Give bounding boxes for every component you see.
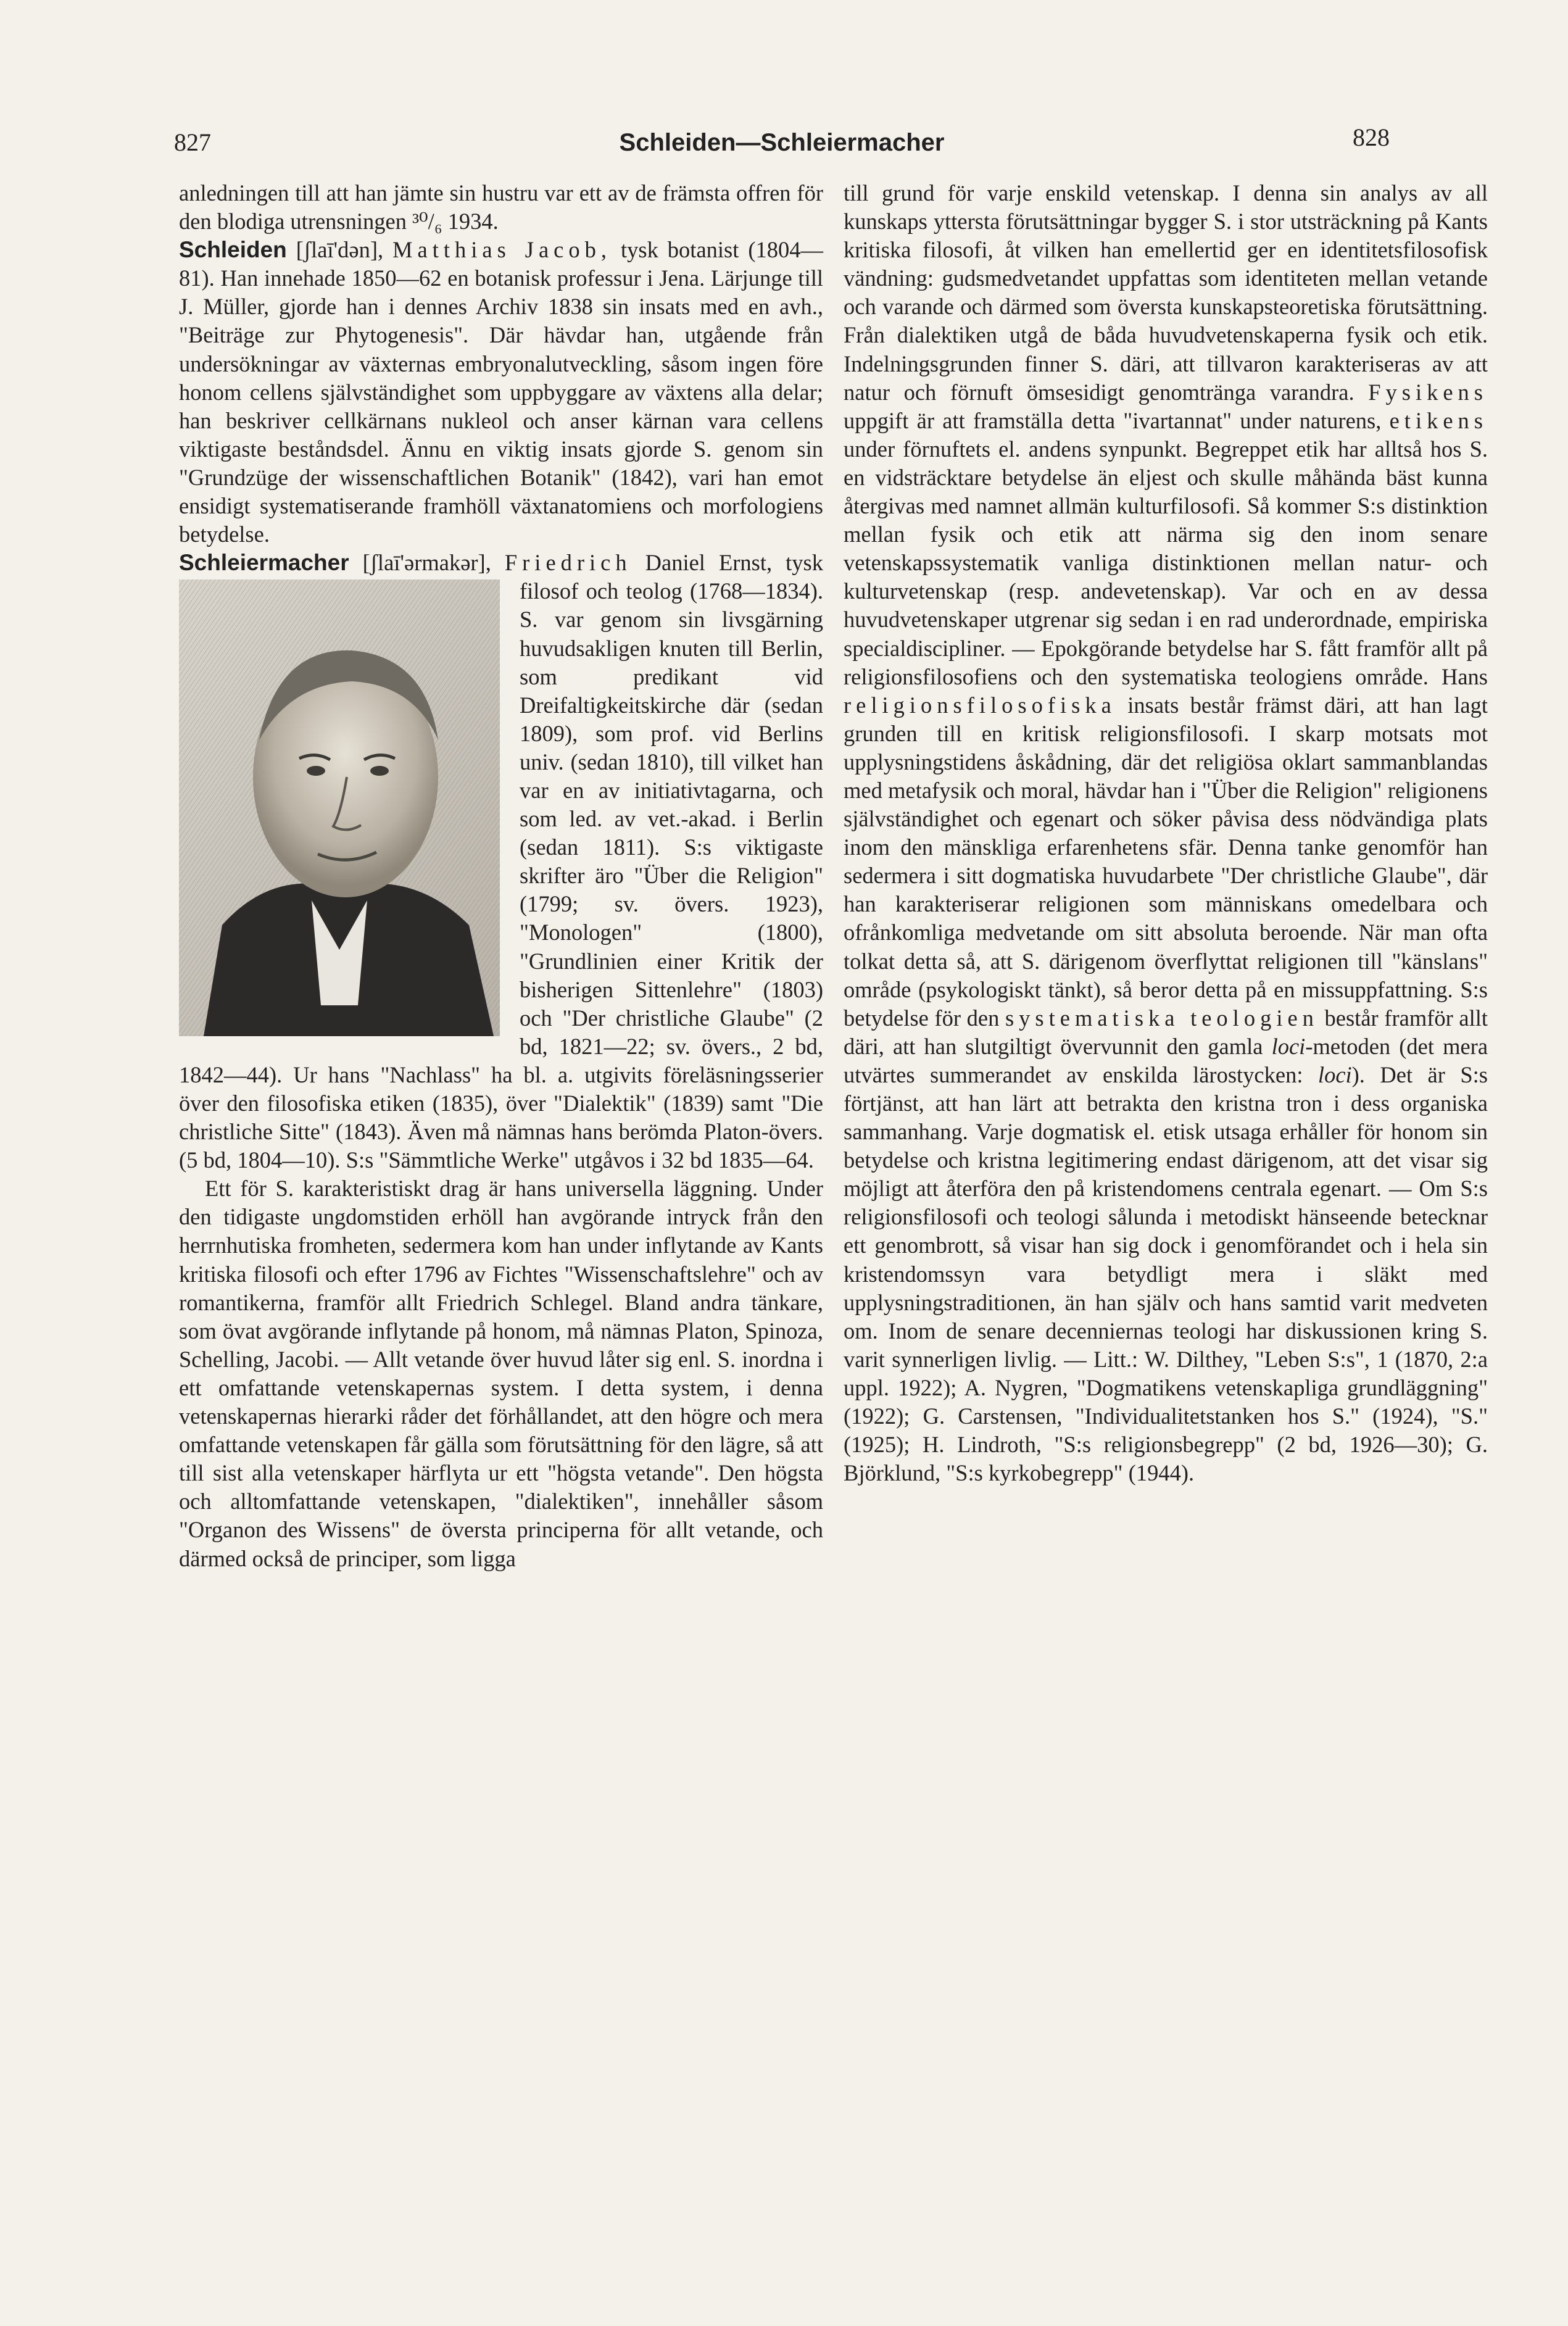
- page-number-right: 828: [1353, 123, 1390, 151]
- headword-schleiden: Schleiden: [179, 237, 287, 263]
- right-column: [844, 179, 1488, 1487]
- entry-text: Daniel Ernst, tysk filosof och teolog (1768—1834). S. var genom sin livsgärning huvudsakligen knuten till Berlin, som predikant vid Dreifaltigkeitskirche där (sedan 1809), som prof. vid Berlins univ. (sedan 1810), till vilket han var en av initiativtagarna, och som led. av vet.-akad. i Berlin (sedan 1811). S:s viktigaste skrifter äro "Über die Religion" (1799; sv. övers. 1923), "Monologen" (1800), "Grundlinien einer Kritik der bisherigen Sittenlehre" (1803) och "Der christliche Glaube" (2 bd, 1821—22; sv. övers., 2 bd, 1842—44). Ur hans "Nachlass" ha bl. a. utgivits föreläsningsserier över den filosofiska etiken (1835), över "Dialektik" (1839) samt "Die christliche Sitte" (1843). Även må nämnas hans berömda Platon-övers. (5 bd, 1804—10). S:s "Sämmtliche Werke" utgåvos i 32 bd 1835—64.: [179, 550, 823, 1173]
- entry-schleiermacher: [179, 549, 823, 1174]
- text-run: består framför allt däri, att han slutgiltigt övervunnit den gamla: [844, 1005, 1488, 1059]
- italic-term: loci: [1317, 1061, 1352, 1087]
- portrait-engraving-icon: [179, 579, 500, 1036]
- paragraph: Ett för S. karakteristiskt drag är hans universella läggning. Under den tidigaste ungdomstiden erhöll han avgörande intryck från den herrnhutiska fromheten, sedermera kom han under inflytande av Kants kritiska filosofi och efter 1796 av Fichtes "Wissenschaftslehre" och av romantikerna, framför allt Friedrich Schlegel. Bland andra tänkare, som övat avgörande inflytande på honom, må nämnas Platon, Spinoza, Schelling, Jacobi. — Allt vetande över huvud låter sig enl. S. inordna i ett omfattande vetenskapernas system. I detta system, i denna vetenskapernas hierarki råder det förhållandet, att den högre och mera omfattande vetenskapen får gälla som förutsättning för den lägre, så att till sist alla vetenskaper härflyta ur ett "högsta vetande". Den högsta och alltomfattande vetenskapen, "dialektiken", innehåller såsom "Organon des Wissens" de översta principerna för allt vetande, och därmed också de principer, som ligga: [179, 1176, 823, 1571]
- spaced-term: Fysikens: [1368, 379, 1488, 405]
- text-run: uppgift är att framställa detta "ivartannat" under naturens,: [844, 407, 1382, 433]
- pronunciation: [ʃlaī'dən],: [296, 237, 384, 263]
- italic-term: loci: [1271, 1033, 1306, 1059]
- running-head: Schleiden—Schleiermacher: [619, 129, 945, 156]
- text-run: insats består främst däri, att han lagt grunden till en kritisk religionsfilosofi. I skarp motsats mot upplysningstidens åskådning, där det religiösa oklart sammanblandas med metafysik och moral, hävdar han i "Über die Religion" religionens självständighet och egenart och söker påvisa dess nödvändiga plats inom den mänskliga erfarenhetens sfär. Denna tanke genomför han sedermera i sitt dogmatiska huvudarbete "Der christliche Glaube", där han karakteriserar religionen som människans omedelbara och ofrånkomliga medvetande om sitt absoluta beroende. När man ofta tolkat detta så, att S. därigenom överflyttat religionen till "känslans" område (psykologiskt tänkt), så beror detta på en missuppfattning. S:s betydelse för den: [844, 692, 1488, 1031]
- spaced-name: Friedrich: [504, 550, 632, 576]
- text-run: under förnuftets el. andens synpunkt. Begreppet etik har alltså hos S. en vidsträcktare betydelse än eljest och skulle måhända bäst kunna återgivas med namnet allmän kulturfilosofi. Så kommer S:s distinktion mellan fysik och etik att närma sig den inom senare vetenskapssystematik vanliga distinktionen mellan natur- och kulturvetenskap (resp. andevetenskap). Var och en av dessa huvudvetenskaper utgrenar sig sedan i en rad underordnade, empiriska specialdiscipliner. — Epokgörande betydelse har S. fått framför allt på religionsfilosofiens och den systematiska teologiens område. Hans: [844, 436, 1488, 689]
- spaced-term: etikens: [1389, 407, 1488, 433]
- page-header: [174, 121, 1390, 164]
- entry-schleiden: [179, 236, 823, 549]
- entry-text: tysk botanist (1804—81). Han innehade 1850—62 en botanisk professur i Jena. Lärjunge till J. Müller, gjorde han i dennes Archiv 1838 sin insats med en avh., "Beiträge zur Phytogenesis". Där hävdar han, utgående från undersökningar av växternas embryonalutveckling, såsom ingen före honom cellens självständighet som uppbyggare av växtens alla delar; han beskriver cellkärnans nukleol och anser kärnan vara cellens viktigaste beståndsdel. Ännu en viktig insats gjorde S. genom sin "Grundzüge der wissenschaftlichen Botanik" (1842), vari han emot ensidigt systematiserande framhöll växtanatomiens och morfologiens betydelse.: [179, 237, 823, 547]
- headword-schleiermacher: Schleiermacher: [179, 550, 349, 576]
- portrait-image: [179, 579, 500, 1036]
- page-number-left: 827: [174, 128, 211, 156]
- spaced-term: religionsfilosofiska: [844, 692, 1116, 718]
- continued-paragraph: anledningen till att han jämte sin hustru var ett av de främsta offren för den blodiga utrensningen ³⁰/₆ 1934.: [179, 180, 823, 235]
- text-run: -metoden (det mera utvärtes summerandet av enskilda lärostycken:: [844, 1033, 1488, 1087]
- entry-continuation: [844, 179, 1488, 1487]
- spaced-term: systematiska teologien: [1005, 1005, 1319, 1031]
- pronunciation: [ʃlaī'ərmakər],: [362, 550, 491, 576]
- spaced-name: Matthias Jacob,: [392, 237, 612, 263]
- text-run: ). Det är S:s förtjänst, att han lärt att betrakta den kristna tron i dess organiska sammanhang. Varje dogmatisk el. etisk utsaga erhåller för honom sin betydelse och kristna legitimering endast därigenom, att det visar sig möjligt att återföra den på kristendomens centrala egenart. — Om S:s religionsfilosofi och teologi sålunda i metodiskt hänseende betecknar ett genombrott, så visar han sig dock i genomförandet och i hela sin kristendomssyn vara betydligt mera i släkt med upplysningstraditionen, än han själv och hans samtid varit medveten om. Inom de senare decenniernas teologi har diskussionen kring S. varit synnerligen livlig. — Litt.: W. Dilthey, "Leben S:s", 1 (1870, 2:a uppl. 1922); A. Nygren, "Dogmatikens vetenskapliga grundläggning" (1922); G. Carstensen, "Individualitetstanken hos S." (1924), "S." (1925); H. Lindroth, "S:s religionsbegrepp" (2 bd, 1926—30); G. Björklund, "S:s kyrkobegrepp" (1944).: [844, 1061, 1488, 1486]
- left-column: [179, 179, 823, 1573]
- text-run: till grund för varje enskild vetenskap. I denna sin analys av all kunskaps yttersta förutsättningar bygger S. i stor utsträckning på Kants kritiska filosofi, åt vilken han emellertid ger en identitetsfilosofisk vändning: gudsmedvetandet uppfattas som identiteten mellan vetande och varande och därmed som översta kunskapsteoretiska förutsättning. Från dialektiken utgå de båda huvudvetenskaperna fysik och etik. Indelningsgrunden finner S. däri, att tillvaron karakteriseras av att natur och förnuft ömsesidigt genomtränga varandra.: [844, 180, 1488, 405]
